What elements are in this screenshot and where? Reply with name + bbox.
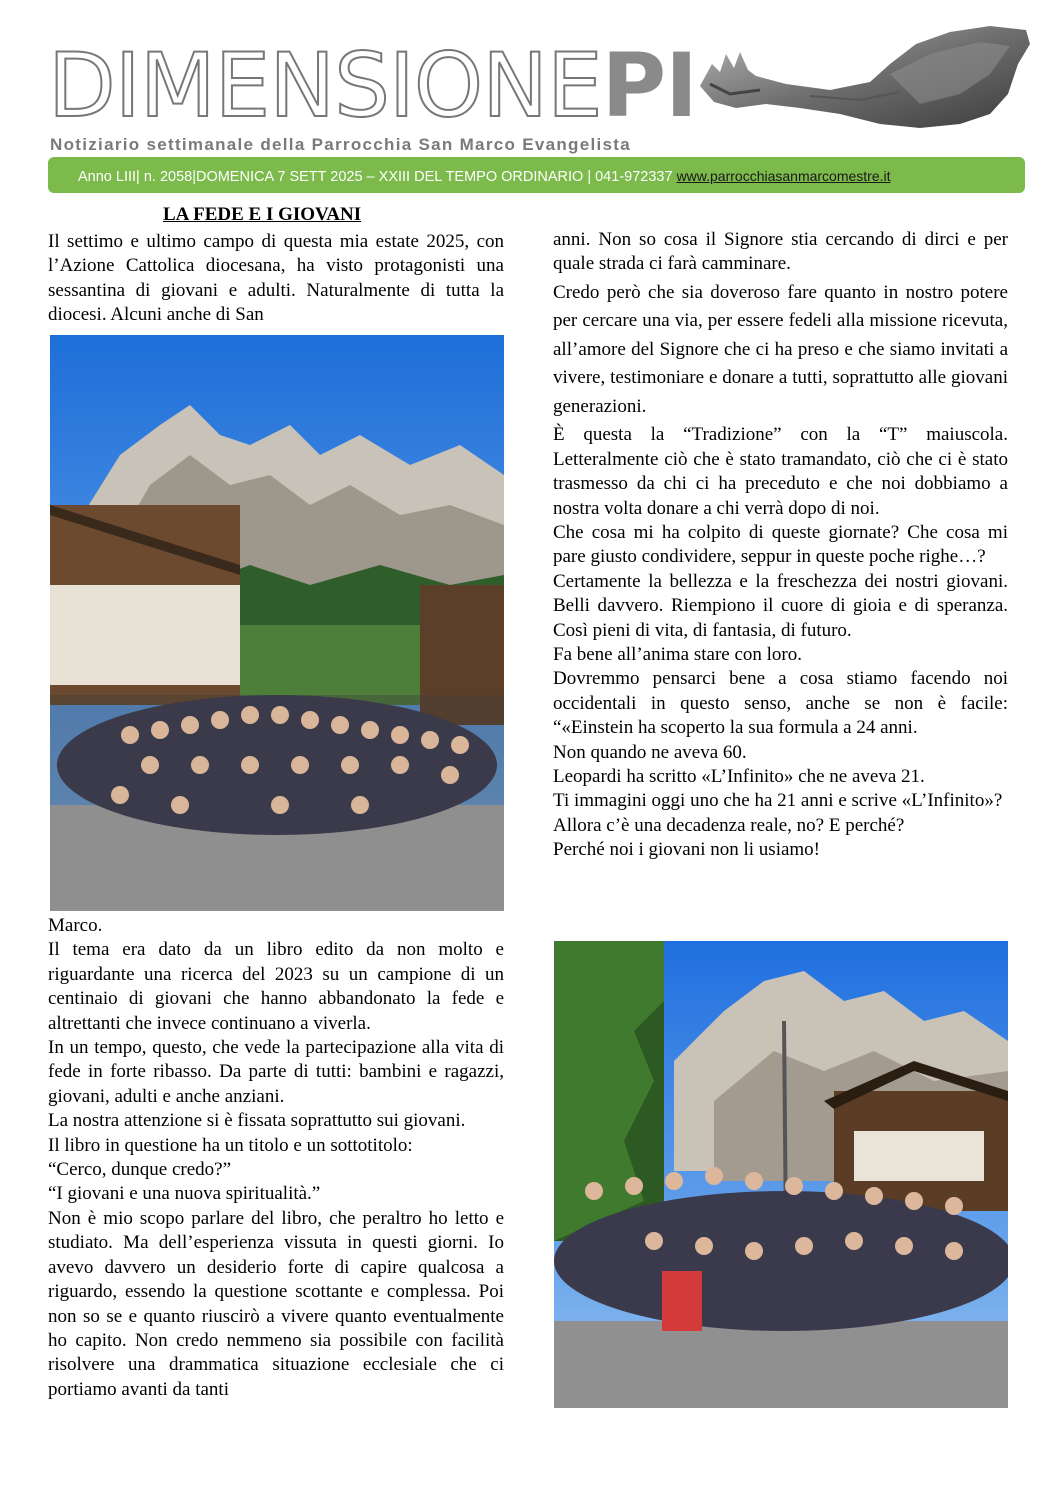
- paragraph: Credo però che sia doveroso fare quanto in nostro potere per cercare una via, per essere fedeli alla missione ricevuta, all’amore del Signore che ci ha preso e che siamo invitati a vivere, testimoniare e donare a tutti, soprattutto alle giovani generazioni.: [553, 281, 1008, 417]
- paragraph: Allora c’è una decadenza reale, no? E perché?: [553, 814, 905, 836]
- masthead-title-bold: PI: [601, 34, 697, 137]
- masthead-subtitle: Notiziario settimanale della Parrocchia San Marco Evangelista: [50, 135, 631, 154]
- group-photo-2: [554, 941, 1008, 1408]
- paragraph: Fa bene all’anima stare con loro.: [553, 643, 803, 665]
- issue-info-text: Anno LIII| n. 2058|DOMENICA 7 SETT 2025 – XXIII DEL TEMPO ORDINARIO | 041-972337: [78, 169, 677, 185]
- masthead-title: [48, 34, 697, 137]
- left-column-bottom: [48, 914, 504, 1402]
- book-title: “Cerco, dunque credo?”: [48, 1159, 232, 1181]
- paragraph: È questa la “Tradizione” con la “T” maiuscola. Letteralmente ciò che è stato tramandato, ciò che ci è stato trasmesso da chi ci ha preceduto e che noi dobbiamo a nostra volta donare a chi verrà dopo di noi.: [553, 424, 1008, 519]
- right-column-top: [553, 228, 1008, 863]
- issue-info-bar: [48, 157, 1025, 193]
- paragraph: Dovremmo pensarci bene a cosa stiamo facendo noi occidentali in questo senso, anche se non è facile: “«Einstein ha scoperto la sua formula a 24 anni.: [553, 668, 1008, 739]
- paragraph: Il tema era dato da un libro edito da non molto e riguardante una ricerca del 2023 su un campione di un centinaio di giovani che hanno abbandonato la fede e altrettanti che invece continuano a viverla.: [48, 939, 504, 1034]
- paragraph: Leopardi ha scritto «L’Infinito» che ne aveva 21.: [553, 766, 925, 787]
- paragraph: Il libro in questione ha un titolo e un sottotitolo:: [48, 1134, 413, 1156]
- paragraph: Non è mio scopo parlare del libro, che peraltro ho letto e studiato. Ma dell’esperienza vissuta in questi giorni. Io avevo davvero un desiderio forte di capire qualcosa a riguardo, essendo la questione scottante e complessa. Poi non so se e quanto riuscirò a vivere quanto eventualmente ho capito. Non credo nemmeno sia possibile con facilità risolvere una drammatica situazione ecclesiale che ci portiamo avanti da tanti: [48, 1207, 504, 1400]
- paragraph: Non quando ne aveva 60.: [553, 741, 747, 763]
- paragraph: Che cosa mi ha colpito di queste giornate? Che cosa mi pare giusto condividere, seppur in queste poche righe…?: [553, 521, 1008, 568]
- masthead-title-light: DIMENSIONE: [48, 34, 602, 137]
- group-photo-1: [50, 335, 504, 911]
- left-column-top: [48, 230, 504, 328]
- paragraph: Ti immagini oggi uno che ha 21 anni e scrive «L’Infinito»?: [553, 790, 1003, 812]
- paragraph: Perché noi i giovani non li usiamo!: [553, 839, 821, 861]
- paragraph: anni. Non so cosa il Signore stia cercando di dirci e per quale strada ci farà camminare.: [553, 229, 1008, 275]
- article-headline: LA FEDE E I GIOVANI: [163, 204, 362, 225]
- paragraph: Il settimo e ultimo campo di questa mia estate 2025, con l’Azione Cattolica diocesana, ha visto protagonisti una sessantina di giovani e adulti. Naturalmente di tutta la diocesi. Alcuni anche di San: [48, 231, 504, 326]
- paragraph: Marco.: [48, 915, 103, 936]
- paragraph: In un tempo, questo, che vede la partecipazione alla vita di fede in forte ribasso. Da parte di tutti: bambini e ragazzi, giovani, adulti e anche anziani.: [48, 1037, 504, 1107]
- parish-website-link[interactable]: www.parrocchiasanmarcomestre.it: [676, 168, 891, 184]
- sculpture-logo: [690, 24, 1032, 130]
- paragraph: La nostra attenzione si è fissata soprattutto sui giovani.: [48, 1110, 466, 1132]
- paragraph: Certamente la bellezza e la freschezza dei nostri giovani. Belli davvero. Riempiono il cuore di gioia e di speranza. Così pieni di vita, di fantasia, di futuro.: [553, 570, 1008, 641]
- book-subtitle: “I giovani e una nuova spiritualità.”: [48, 1183, 321, 1205]
